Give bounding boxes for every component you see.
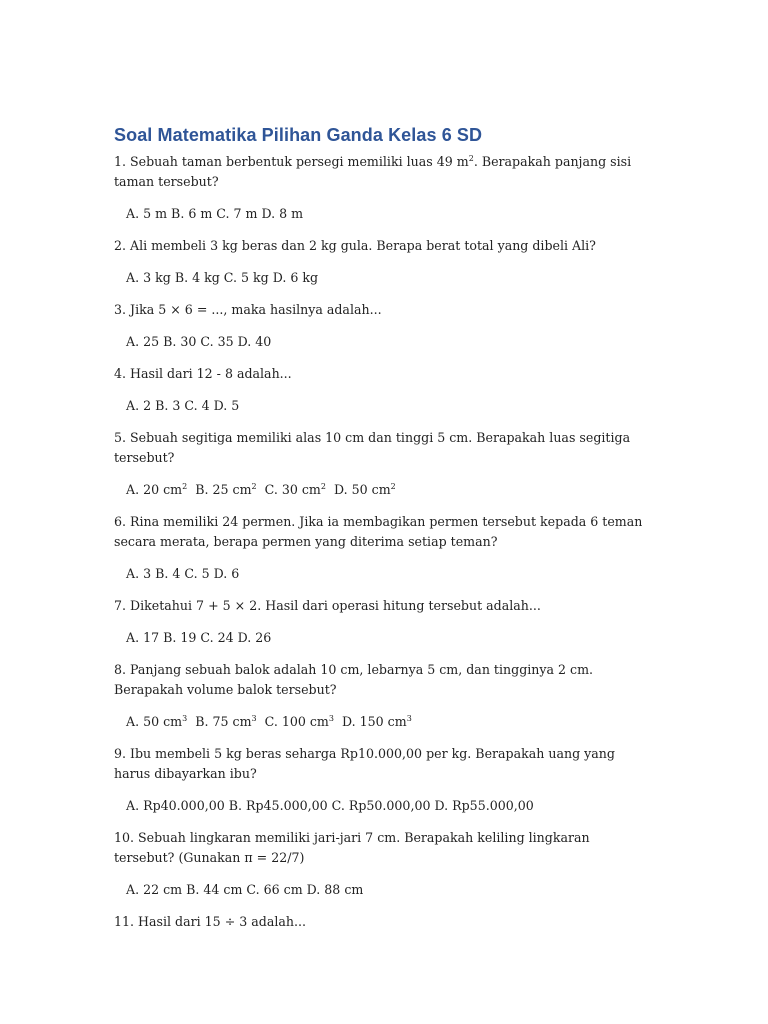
option-d-superscript: 2 [390, 482, 396, 491]
option-d: D. 50 cm [333, 482, 391, 497]
question-3-options: A. 25 B. 30 C. 35 D. 40 [126, 334, 272, 349]
question-7: 7. Diketahui 7 + 5 × 2. Hasil dari operasi hitung tersebut adalah... [114, 598, 541, 613]
question-2: 2. Ali membeli 3 kg beras dan 2 kg gula. Berapa berat total yang dibeli Ali? [114, 238, 596, 253]
option-d-superscript: 3 [406, 714, 412, 723]
question-11: 11. Hasil dari 15 ÷ 3 adalah... [114, 914, 306, 929]
option-a-superscript: 3 [182, 714, 188, 723]
question-3: 3. Jika 5 × 6 = ..., maka hasilnya adalah... [114, 302, 382, 317]
question-5: 5. Sebuah segitiga memiliki alas 10 cm dan tinggi 5 cm. Berapakah luas segitiga tersebut? [114, 430, 631, 465]
question-1-superscript: 2 [468, 154, 474, 163]
option-a-superscript: 2 [182, 482, 188, 491]
question-5-options [114, 480, 658, 500]
document-title: Soal Matematika Pilihan Ganda Kelas 6 SD [114, 125, 483, 145]
question-4: 4. Hasil dari 12 - 8 adalah... [114, 366, 292, 381]
question-10-options: A. 22 cm B. 44 cm C. 66 cm D. 88 cm [126, 882, 364, 897]
question-8: 8. Panjang sebuah balok adalah 10 cm, lebarnya 5 cm, dan tingginya 2 cm. Berapakah volume balok tersebut? [114, 662, 594, 697]
option-a: A. 20 cm [126, 482, 183, 497]
question-2-options: A. 3 kg B. 4 kg C. 5 kg D. 6 kg [126, 270, 319, 285]
question-6-options: A. 3 B. 4 C. 5 D. 6 [126, 566, 240, 581]
option-b-superscript: 3 [251, 714, 257, 723]
question-7-options: A. 17 B. 19 C. 24 D. 26 [126, 630, 272, 645]
question-1 [114, 152, 644, 192]
option-d: D. 150 cm [341, 714, 407, 729]
option-c: C. 100 cm [264, 714, 329, 729]
question-6: 6. Rina memiliki 24 permen. Jika ia membagikan permen tersebut kepada 6 teman secara merata, berapa permen yang diterima setiap teman? [114, 514, 643, 549]
option-c-superscript: 2 [320, 482, 326, 491]
question-8-options [114, 712, 658, 732]
question-1-text-post: . Berapakah panjang sisi taman tersebut? [114, 154, 632, 189]
question-9: 9. Ibu membeli 5 kg beras seharga Rp10.000,00 per kg. Berapakah uang yang harus dibayarkan ibu? [114, 746, 615, 781]
question-1-options: A. 5 m B. 6 m C. 7 m D. 8 m [126, 206, 304, 221]
option-b: B. 25 cm [195, 482, 252, 497]
option-c: C. 30 cm [264, 482, 321, 497]
option-b: B. 75 cm [195, 714, 252, 729]
option-a: A. 50 cm [126, 714, 183, 729]
option-b-superscript: 2 [251, 482, 257, 491]
question-10: 10. Sebuah lingkaran memiliki jari-jari 7 cm. Berapakah keliling lingkaran tersebut? (Gunakan π = 22/7) [114, 830, 590, 865]
question-4-options: A. 2 B. 3 C. 4 D. 5 [126, 398, 240, 413]
question-1-text-pre: 1. Sebuah taman berbentuk persegi memiliki luas 49 m [114, 154, 469, 169]
question-9-options: A. Rp40.000,00 B. Rp45.000,00 C. Rp50.000,00 D. Rp55.000,00 [126, 798, 534, 813]
option-c-superscript: 3 [328, 714, 334, 723]
